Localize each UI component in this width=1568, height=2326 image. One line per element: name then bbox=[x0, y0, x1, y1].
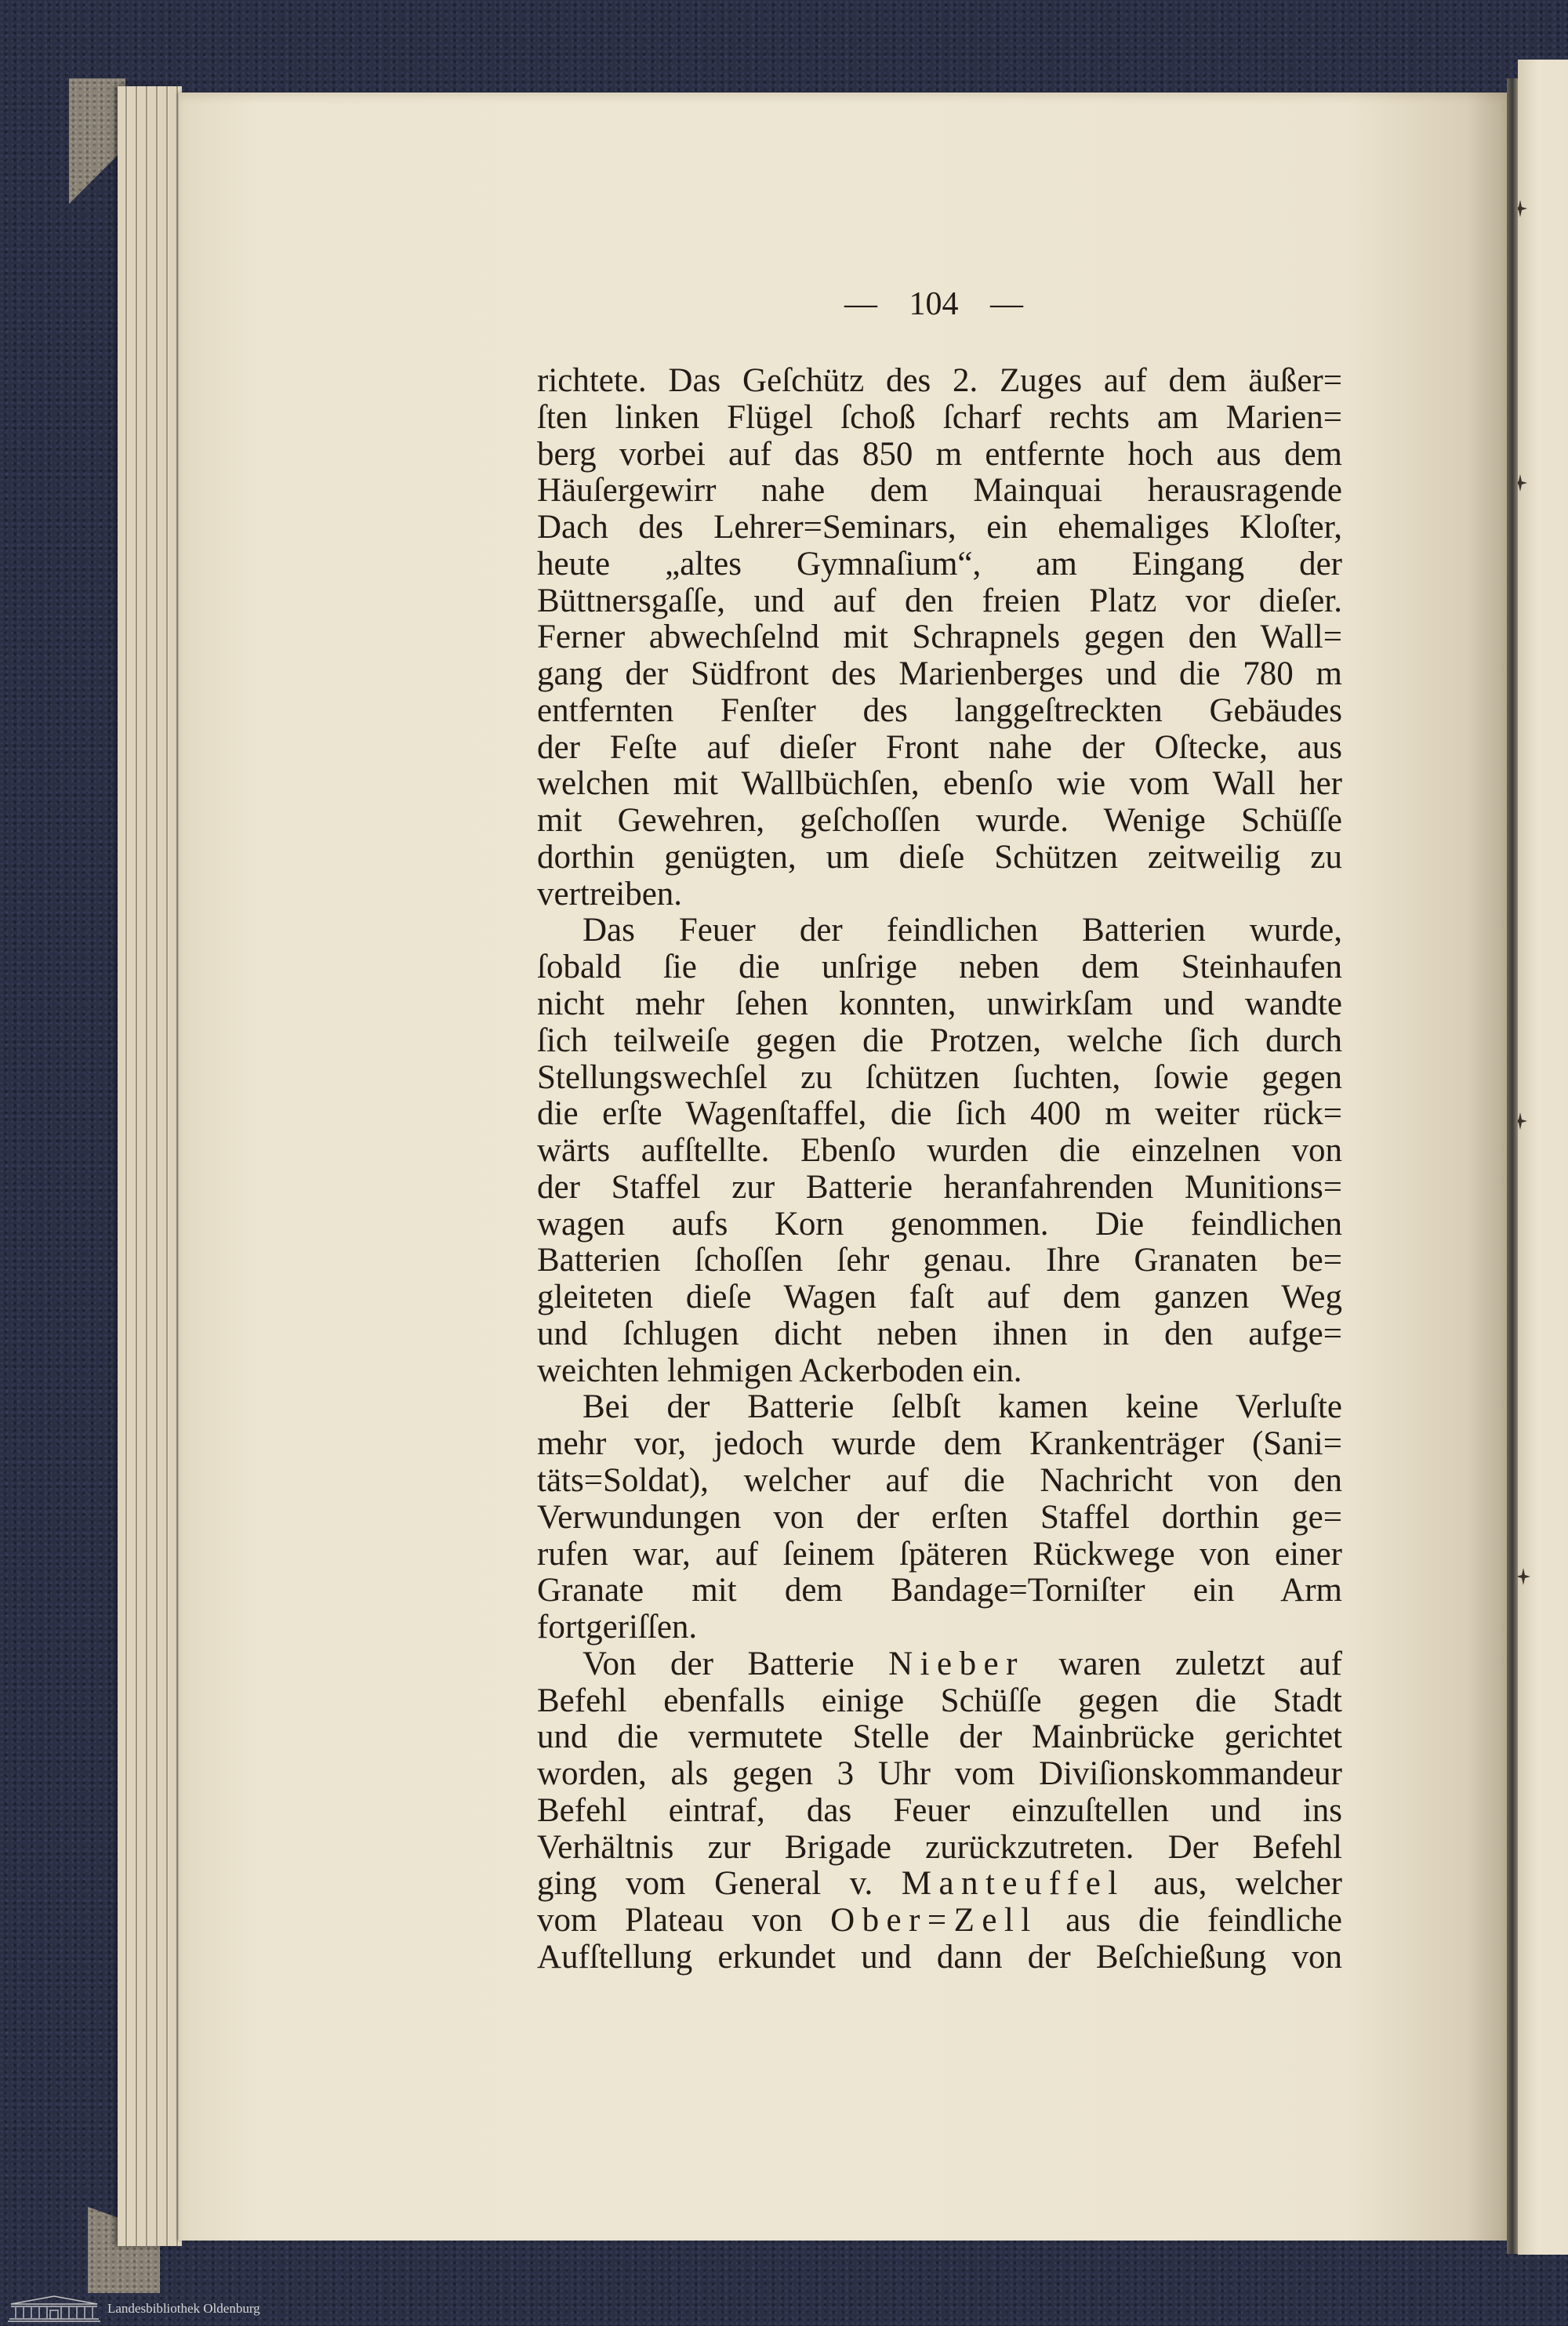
text-line: Batterien ſchoſſen ſehr genau. Ihre Granaten be= bbox=[537, 1243, 1342, 1279]
spaced-place-name: Ober=Zell bbox=[830, 1903, 1038, 1940]
text-line: der Feſte auf dieſer Front nahe der Oſtecke, aus bbox=[537, 729, 1342, 766]
text-line: mit Gewehren, geſchoſſen wurde. Wenige Schüſſe bbox=[537, 803, 1342, 840]
text-segment: waren zuletzt auf bbox=[1024, 1646, 1342, 1682]
text-line bbox=[537, 1646, 1342, 1683]
text-segment: vom Plateau von bbox=[537, 1903, 831, 1940]
text-line: Granate mit dem Bandage=Torniſter ein Arm bbox=[537, 1573, 1342, 1609]
text-line: rufen war, auf ſeinem ſpäteren Rückwege von einer bbox=[537, 1536, 1342, 1573]
margin-mark-icon bbox=[1516, 1568, 1530, 1585]
text-line: berg vorbei auf das 850 m entfernte hoch aus dem bbox=[537, 436, 1342, 473]
text-line: vertreiben. bbox=[537, 876, 683, 913]
text-line: Das Feuer der feindlichen Batterien wurde, bbox=[583, 913, 1342, 949]
text-line: ſobald ſie die unſrige neben dem Steinhaufen bbox=[537, 949, 1342, 986]
text-line: weichten lehmigen Ackerboden ein. bbox=[537, 1352, 1022, 1389]
text-line: Befehl eintraf, das Feuer einzuſtellen und ins bbox=[537, 1792, 1342, 1829]
text-line: ſich teilweiſe gegen die Protzen, welche ſich durch bbox=[537, 1022, 1342, 1059]
text-line: und die vermutete Stelle der Mainbrücke gerichtet bbox=[537, 1719, 1342, 1756]
facing-page-edge bbox=[1518, 60, 1568, 2255]
text-line: dorthin genügten, um dieſe Schützen zeitweilig zu bbox=[537, 839, 1342, 876]
text-line: welchen mit Wallbüchſen, ebenſo wie vom Wall her bbox=[537, 766, 1342, 803]
text-line: und ſchlugen dicht neben ihnen in den aufge= bbox=[537, 1315, 1342, 1352]
text-segment: aus die feindliche bbox=[1037, 1903, 1342, 1940]
text-segment: aus, welcher bbox=[1124, 1866, 1342, 1903]
text-line: Dach des Lehrer=Seminars, ein ehemaliges Kloſter, bbox=[537, 510, 1342, 546]
text-line: Stellungswechſel zu ſchützen ſuchten, ſowie gegen bbox=[537, 1059, 1342, 1096]
text-segment: ging vom General v. bbox=[537, 1866, 902, 1903]
text-line bbox=[537, 1866, 1342, 1903]
text-line: wagen aufs Korn genommen. Die feindlichen bbox=[537, 1206, 1342, 1243]
text-line: der Staffel zur Batterie heranfahrenden Munitions= bbox=[537, 1169, 1342, 1206]
text-line: ſten linken Flügel ſchoß ſcharf rechts am Marien= bbox=[537, 399, 1342, 436]
text-line: die erſte Wagenſtaffel, die ſich 400 m weiter rück= bbox=[537, 1096, 1342, 1133]
text-line: Büttnersgaſſe, und auf den freien Platz vor dieſer. bbox=[537, 582, 1342, 619]
text-line: Ferner abwechſelnd mit Schrapnels gegen den Wall= bbox=[537, 619, 1342, 656]
text-line: nicht mehr ſehen konnten, unwirkſam und wandte bbox=[537, 986, 1342, 1023]
spaced-name: Manteuffel bbox=[901, 1866, 1125, 1903]
text-line: Häuſergewirr nahe dem Mainquai herausragende bbox=[537, 473, 1342, 510]
page-stack-edges bbox=[118, 86, 182, 2246]
text-line: fortgeriſſen. bbox=[537, 1609, 698, 1646]
text-line: heute „altes Gymnaſium“, am Eingang der bbox=[537, 546, 1342, 582]
text-line: täts=Soldat), welcher auf die Nachricht von den bbox=[537, 1462, 1342, 1499]
text-line: Verwundungen von der erſten Staffel dorthin ge= bbox=[537, 1499, 1342, 1536]
text-line: gleiteten dieſe Wagen faſt auf dem ganzen Weg bbox=[537, 1279, 1342, 1316]
text-line: Aufſtellung erkundet und dann der Beſchießung von bbox=[537, 1939, 1342, 1976]
text-line: entfernten Fenſter des langgeſtreckten Gebäudes bbox=[537, 692, 1342, 729]
text-line: gang der Südfront des Marienberges und die 780 m bbox=[537, 656, 1342, 693]
text-line: mehr vor, jedoch wurde dem Krankenträger (Sani= bbox=[537, 1426, 1342, 1463]
text-line: Bei der Batterie ſelbſt kamen keine Verluſte bbox=[583, 1389, 1342, 1426]
text-segment: Von der Batterie bbox=[583, 1646, 889, 1682]
library-building-icon bbox=[6, 2294, 102, 2324]
text-line bbox=[537, 1903, 1342, 1940]
spaced-name: Nieber bbox=[888, 1646, 1025, 1682]
text-line: worden, als gegen 3 Uhr vom Diviſionskommandeur bbox=[537, 1756, 1342, 1793]
text-line: Verhältnis zur Brigade zurückzutreten. Der Befehl bbox=[537, 1829, 1342, 1866]
text-line: richtete. Das Geſchütz des 2. Zuges auf dem äußer= bbox=[537, 363, 1342, 399]
text-line: Befehl ebenfalls einige Schüſſe gegen die Stadt bbox=[537, 1682, 1342, 1719]
book-gutter bbox=[1507, 78, 1518, 2254]
text-line: wärts aufſtellte. Ebenſo wurden die einzelnen von bbox=[537, 1133, 1342, 1170]
body-text bbox=[537, 363, 1342, 1976]
library-credit: Landesbibliothek Oldenburg bbox=[107, 2301, 260, 2316]
page-number: — 104 — bbox=[844, 286, 1023, 322]
